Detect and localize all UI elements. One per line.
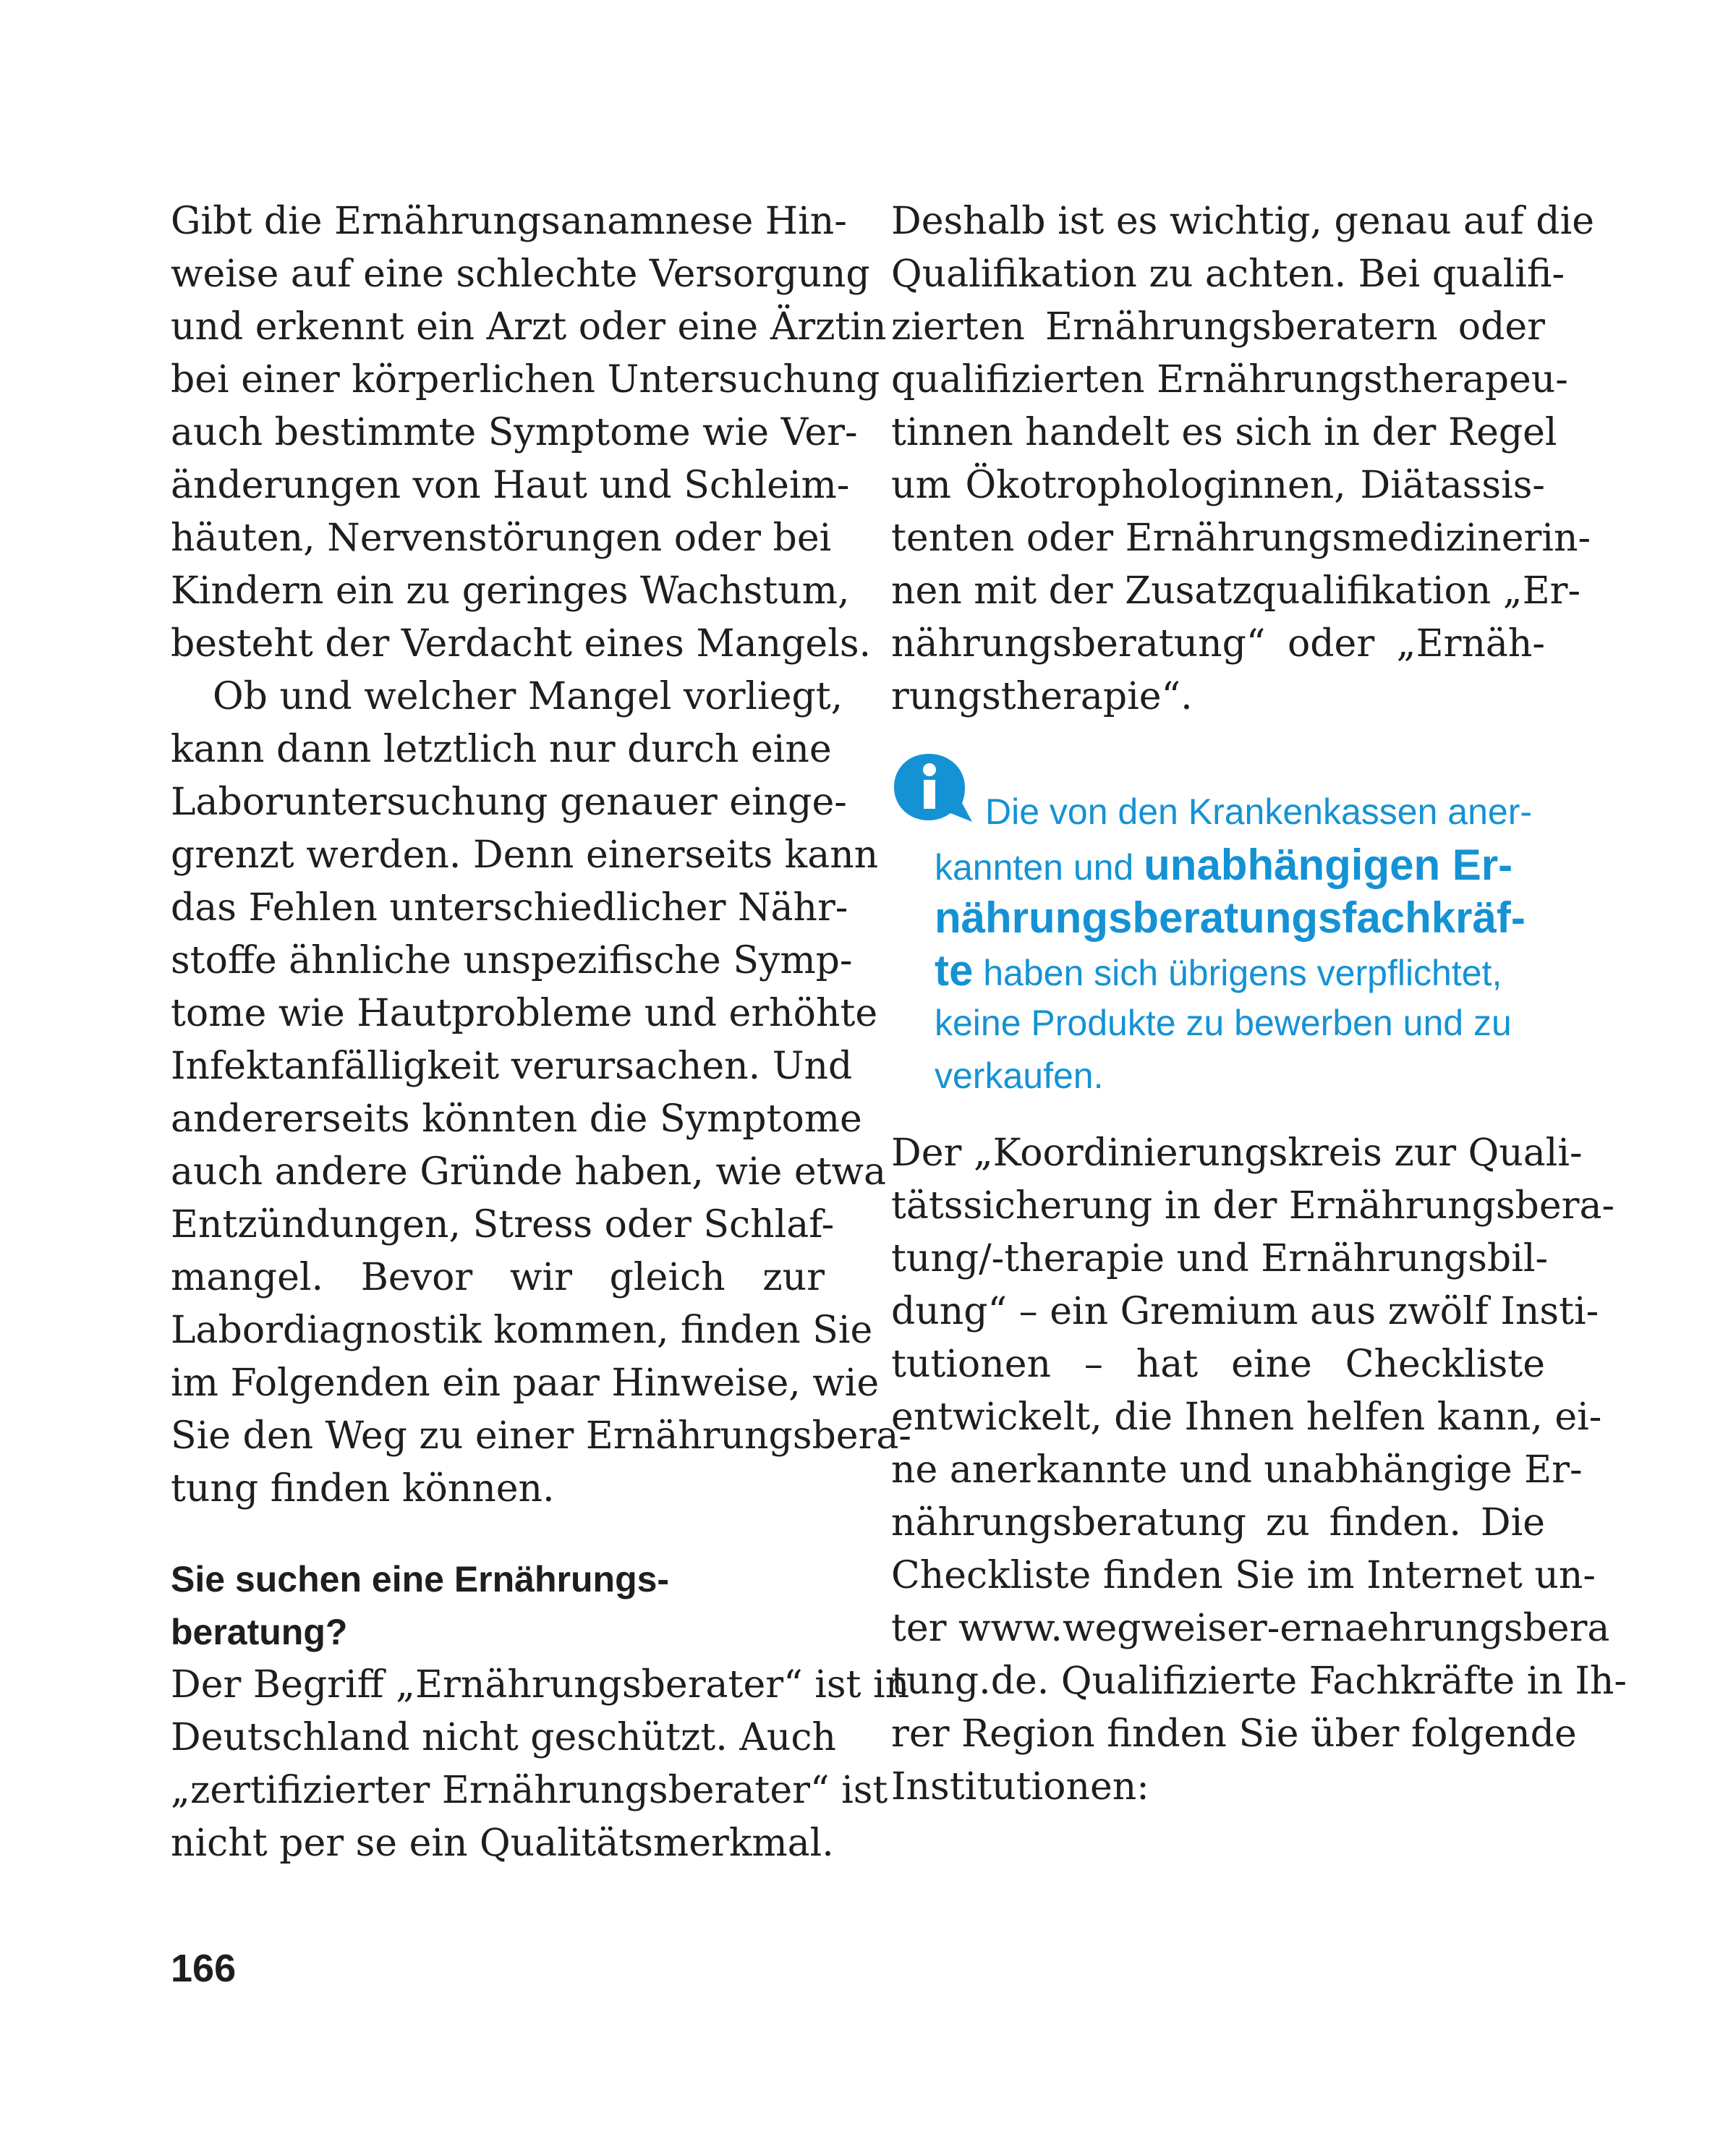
text-line: Checkliste finden Sie im Internet un- — [891, 1554, 1596, 1597]
text-line: „zertifizierter Ernährungsberater“ ist — [171, 1769, 888, 1812]
text-line: kann dann letztlich nur durch eine — [171, 728, 832, 771]
info-line — [935, 891, 1557, 944]
left-column — [171, 195, 912, 1870]
info-line: keine Produkte zu bewerben und zu — [935, 1003, 1512, 1043]
info-line: verkaufen. — [935, 1055, 1104, 1096]
right-column — [891, 195, 1627, 1814]
info-text-normal: kannten und — [935, 847, 1144, 888]
text-line: bei einer körperlichen Untersuchung — [171, 358, 880, 402]
text-line: dung“ – ein Gremium aus zwölf Insti- — [891, 1290, 1599, 1333]
text-line: tutionen – hat eine Checkliste — [891, 1343, 1545, 1386]
page-number: 166 — [171, 1947, 237, 1990]
text-line: Ob und welcher Mangel vorliegt, — [213, 675, 843, 718]
text-line: tinnen handelt es sich in der Regel — [891, 411, 1557, 454]
text-line: ne anerkannte und unabhängige Er- — [891, 1448, 1583, 1492]
section-heading — [171, 1553, 825, 1659]
text-line: tätssicherung in der Ernährungsbera- — [891, 1184, 1615, 1228]
text-line: besteht der Verdacht eines Mangels. — [171, 622, 872, 666]
text-line: qualifizierten Ernährungstherapeu- — [891, 358, 1568, 402]
text-line: Kindern ein zu geringes Wachstum, — [171, 569, 850, 613]
text-line: entwickelt, die Ihnen helfen kann, ei- — [891, 1395, 1602, 1439]
text-line: häuten, Nervenstörungen oder bei — [171, 517, 832, 560]
text-line: und erkennt ein Arzt oder eine Ärztin — [171, 305, 887, 349]
text-line: Sie den Weg zu einer Ernährungsbera- — [171, 1414, 912, 1458]
text-line: um Ökotrophologinnen, Diätassis- — [891, 464, 1545, 507]
text-line: Laboruntersuchung genauer einge- — [171, 781, 847, 824]
text-line: weise auf eine schlechte Versorgung — [171, 252, 870, 296]
text-line: Gibt die Ernährungsanamnese Hin- — [171, 200, 847, 243]
info-text-emphasis: te — [935, 946, 974, 995]
info-box — [891, 751, 1545, 1127]
paragraph-begriff — [171, 1659, 910, 1870]
info-text-normal: haben sich übrigens verpflichtet, — [973, 953, 1502, 993]
paragraph-labordiagnostik — [171, 671, 912, 1516]
text-line: Institutionen: — [891, 1765, 1149, 1809]
text-line: im Folgenden ein paar Hinweise, wie — [171, 1361, 880, 1405]
text-line: tome wie Hautprobleme und erhöhte — [171, 992, 878, 1035]
info-line — [935, 944, 1557, 997]
text-line: stoffe ähnliche unspezifische Symp- — [171, 939, 853, 982]
text-line: das Fehlen unterschiedlicher Nähr- — [171, 886, 848, 930]
info-line: Die von den Krankenkassen aner- — [985, 791, 1533, 832]
text-line: nährungsberatung zu finden. Die — [891, 1501, 1545, 1545]
text-line: Deutschland nicht geschützt. Auch — [171, 1716, 837, 1759]
info-text — [935, 786, 1557, 1103]
text-line: grenzt werden. Denn einerseits kann — [171, 833, 879, 877]
text-line: mangel. Bevor wir gleich zur — [171, 1256, 825, 1299]
text-line: zierten Ernährungsberatern oder — [891, 305, 1545, 349]
paragraph-koordinierungskreis — [891, 1127, 1627, 1814]
text-line: Infektanfälligkeit verursachen. Und — [171, 1045, 853, 1088]
text-line: rungstherapie“. — [891, 675, 1193, 718]
text-line: ter www.wegweiser-ernaehrungsbera — [891, 1607, 1610, 1650]
text-line: auch bestimmte Symptome wie Ver- — [171, 411, 858, 454]
text-line: tung.de. Qualifizierte Fachkräfte in Ih- — [891, 1660, 1627, 1703]
text-line: tenten oder Ernährungsmedizinerin- — [891, 517, 1591, 560]
text-line: tung finden können. — [171, 1467, 555, 1511]
info-line — [935, 838, 1557, 891]
text-line: Deshalb ist es wichtig, genau auf die — [891, 200, 1594, 243]
text-line: tung/-therapie und Ernährungsbil- — [891, 1237, 1549, 1280]
text-line: Entzündungen, Stress oder Schlaf- — [171, 1203, 835, 1246]
text-line: Labordiagnostik kommen, finden Sie — [171, 1309, 873, 1352]
text-line: änderungen von Haut und Schleim- — [171, 464, 850, 507]
text-line: nährungsberatung“ oder „Ernäh- — [891, 622, 1545, 666]
info-text-emphasis: nährungsberatungsfachkräf- — [935, 893, 1526, 942]
text-line: andererseits könnten die Symptome — [171, 1097, 862, 1141]
text-line: Qualifikation zu achten. Bei qualifi- — [891, 252, 1565, 296]
info-text-emphasis: unabhängigen Er- — [1144, 841, 1513, 889]
text-line: Der Begriff „Ernährungsberater“ ist in — [171, 1663, 910, 1707]
text-line: Der „Koordinierungskreis zur Quali- — [891, 1131, 1583, 1175]
paragraph-qualifikation — [891, 195, 1594, 723]
heading-line: Sie suchen eine Ernährungs- — [171, 1559, 670, 1599]
paragraph-mangel-verdacht — [171, 195, 887, 671]
text-line: nen mit der Zusatzqualifikation „Er- — [891, 569, 1581, 613]
text-line: auch andere Gründe haben, wie etwa — [171, 1150, 887, 1194]
text-line: rer Region finden Sie über folgende — [891, 1712, 1577, 1756]
text-line: nicht per se ein Qualitätsmerkmal. — [171, 1822, 834, 1865]
heading-line: beratung? — [171, 1612, 348, 1652]
